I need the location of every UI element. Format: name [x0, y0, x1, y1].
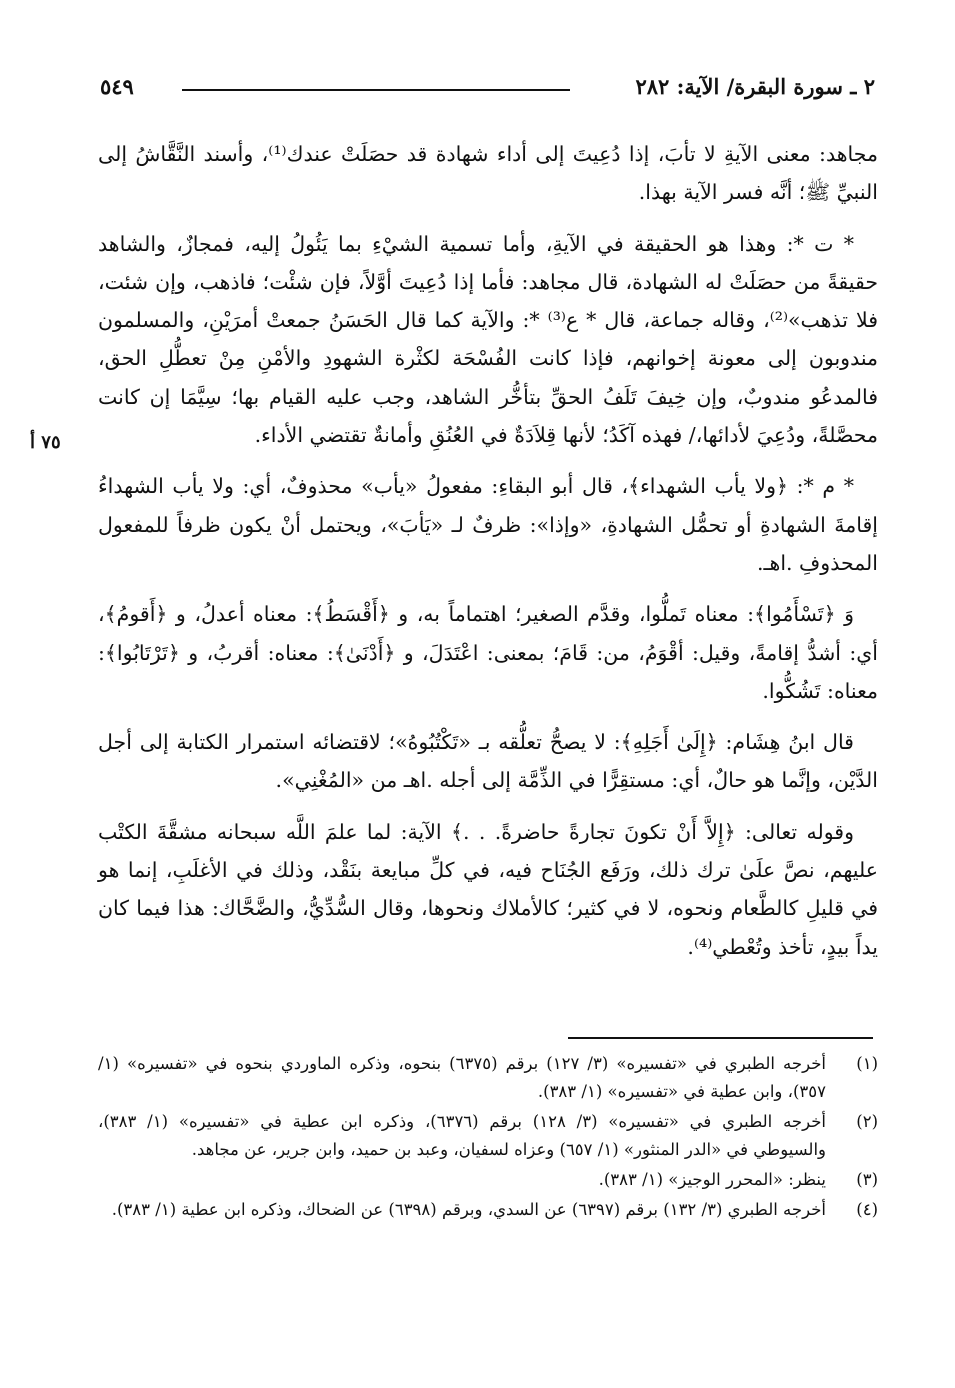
footnote-text: أخرجه الطبري في «تفسيره» (٣/ ١٢٨) برقم (٦٣٧٦)، وذكره ابن عطية في «تفسيره» (١/ ٣٨٣)، والسيوطي في «الدر المنثور» (١/ ٦٥٧) وعزاه لسفيان، وعبد بن حميد، وابن جرير، عن مجاهد. [98, 1112, 827, 1159]
paragraph: وَ ﴿تَسْأَمُوا﴾: معناه تَملُّوا، وقدَّم الصغير؛ اهتماماً به، و ﴿أَقْسَطُ﴾: معناه أعدلُ، و ﴿أَقومُ﴾، أي: أشدُّ إقامةً، وقيل: أقْوَمُ، من: قَامَ؛ بمعنى: اعْتَدَلَ، و ﴿أَدْنَىٰ﴾: معناه: أقربُ، و ﴿تَرْتَابُوا﴾: معناه: تَشُكُّوا. [98, 602, 878, 703]
header-title: ٢ ـ سورة البقرة/ الآية: ٢٨٢ [635, 74, 875, 99]
footnote-text: ينظر: «المحرر الوجيز» (١/ ٣٨٣). [598, 1170, 826, 1189]
footnote-separator [568, 1037, 873, 1039]
footnote [98, 1050, 878, 1106]
footnote-text: أخرجه الطبري (٣/ ١٣٢) برقم (٦٣٩٧) عن السدي، وبرقم (٦٣٩٨) عن الضحاك، وذكره ابن عطية (١/ ٣٨٣). [111, 1200, 826, 1219]
page-number: ٥٤٩ [100, 74, 134, 99]
footnote-number: (٤) [856, 1200, 878, 1219]
footnotes [98, 1050, 878, 1226]
footnote [98, 1196, 878, 1224]
footnote-number: (٣) [856, 1170, 878, 1189]
header-rule [182, 89, 570, 91]
paragraph: مجاهد: معنى الآيةِ لا تأبَ، إذا دُعِيتَ إلى أداء شهادة قد حصَلَتْ عندك⁽¹⁾، وأسند النَّقَّاشُ إلى النبيِّ ﷺ؛ أنَّه فسر الآية بهذا. [98, 142, 878, 205]
footnote-text: أخرجه الطبري في «تفسيره» (٣/ ١٢٧) برقم (٦٣٧٥) بنحوه، وذكره الماوردي بنحوه في «تفسيره» (١/ ٣٥٧)، وابن عطية في «تفسيره» (١/ ٣٨٣). [98, 1054, 826, 1101]
footnote [98, 1108, 878, 1164]
footnote-number: (٢) [856, 1112, 878, 1131]
manuscript-folio-note: ٧٥ أ [30, 432, 61, 453]
paragraph: * م *: ﴿ولا يأب الشهداء﴾، قال أبو البقاءِ: مفعولُ «يأب» محذوفٌ، أي: ولا يأب الشهداءُ إقامةَ الشهادةِ أو تحمُّل الشهادةِ، «وإذا»: ظرفٌ لـ «يَأبَ»، ويحتمل أنْ يكون ظرفاً للمفعول المحذوفِ .اهـ. [98, 474, 878, 575]
paragraph: * ت *: وهذا هو الحقيقة في الآيةِ، وأما تسمية الشيْءِ بما يَئُولُ إليه، فمجازٌ، والشاهد حقيقةً من حصَلَتْ له الشهادة، قال مجاهد: فأما إذا دُعِيتَ أوَّلاً، فإن شئْت؛ فاذهب، وإن شئت، فلا تذهب»⁽²⁾، وقاله جماعة، قال * ع⁽³⁾ *: والآية كما قال الحَسَنُ جمعتْ أمرَيْنِ، والمسلمون مندوبون إلى معونة إخوانهم، فإذا كانت الفُسْحَة لكثْرة الشهودِ والأمْنِ مِنْ تعطُّلِ الحق، فالمدعُو مندوبٌ، وإن خِيفَ تَلَفُ الحقِّ بتأخُّر الشاهد، وجب عليه القيام بها؛ سِيَّمَا إن كانت محصَّلةً، ودُعِيَ لأدائها،/ فهذه آكَدُ؛ لأنها قِلاَدَةٌ في العُنُقِ وأمانةٌ تقتضي الأداء. [98, 231, 878, 448]
main-text [98, 135, 878, 979]
footnote-number: (١) [856, 1054, 878, 1073]
running-header [100, 70, 875, 110]
paragraph: قال ابنُ هِشَام: ﴿إِلَىٰ أَجَلِهِ﴾: لا يصحُّ تعلُّقه بـ «تَكْتُبُوهُ»؛ لاقتضائه استمرار الكتابة إلى أجل الدَّيْن، وإنَّما هو حالٌ، أي: مستقِرًّا في الذِّمَّة إلى أجله .اهـ من «المُغْنِي». [98, 730, 878, 793]
footnote [98, 1166, 878, 1194]
paragraph: وقوله تعالى: ﴿إِلاَّ أَنْ تكونَ تجارةً حاضرةً. . .﴾ الآية: لما علمَ اللَّه سبحانه مشقَّةَ الكتْب عليهم، نصَّ علَىٰ ترك ذلك، ورَفَع الجُنَاح فيه، في كلِّ مبايعة بنَقْد، وذلك في الأغلَبِ، إنما هو في قليلِ كالطَّعام ونحوه، لا في كثير؛ كالأملاك ونحوها، وقال السُّدِّيُّ، والضَّحَّاك: هذا فيما كان يداً بيدٍ، تأخذ وتُعْطي⁽⁴⁾. [98, 819, 878, 959]
